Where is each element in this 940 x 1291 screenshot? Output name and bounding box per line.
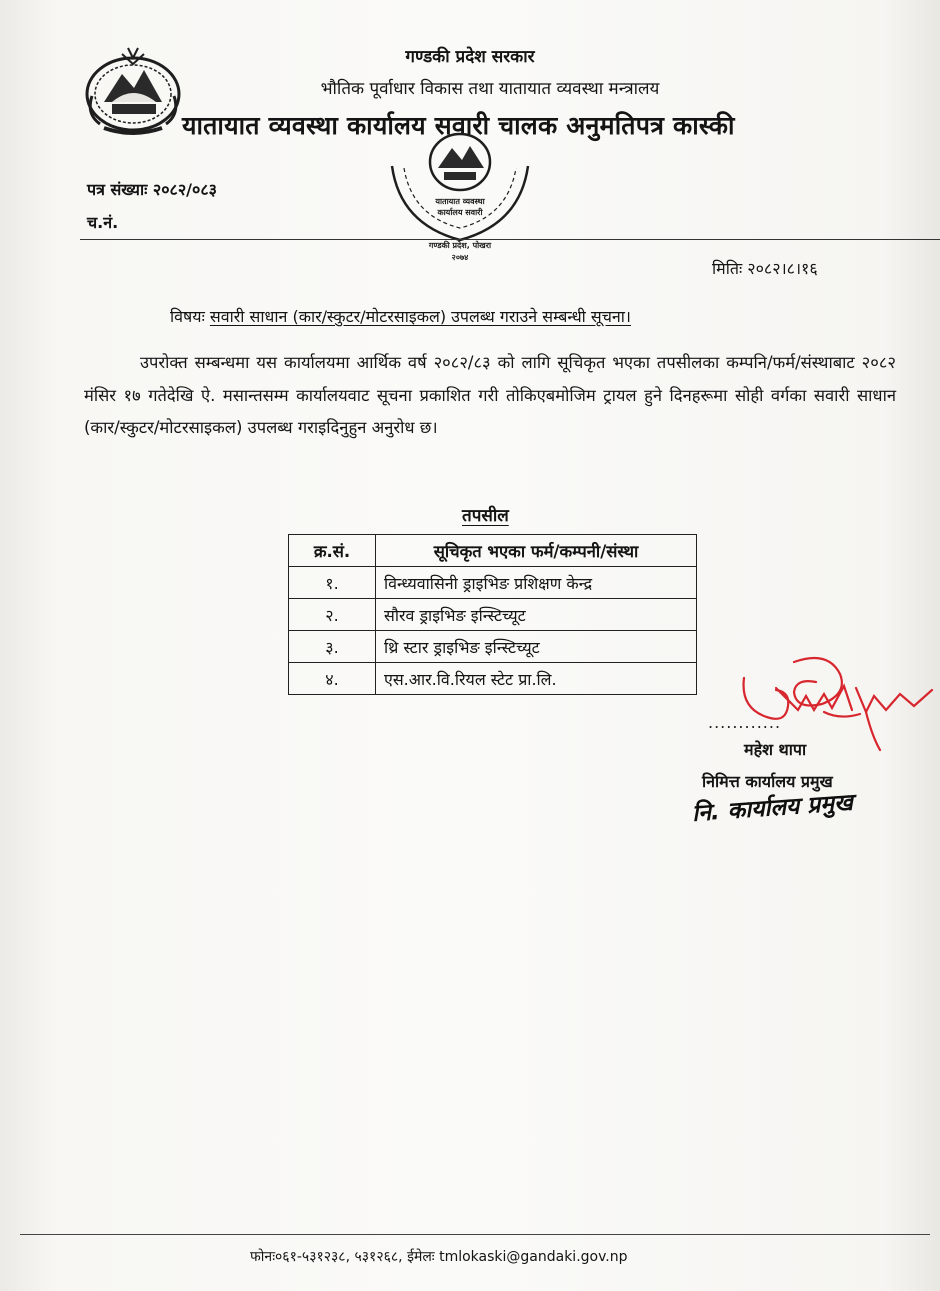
table-header-row	[289, 535, 697, 567]
subject-label: विषयः	[170, 307, 205, 326]
letter-date: मितिः २०८२।८।१६	[712, 259, 818, 278]
table-title: तपसील	[462, 506, 509, 526]
body-paragraph: उपरोक्त सम्बन्धमा यस कार्यालयमा आर्थिक वर्ष २०८२/८३ को लागि सूचिकृत भएका तपसीलका कम्पनि/फर्म/संस्थाबाट २०८२ मंसिर १७ गतेदेखि ऐ. मसान्तसम्म कार्यालयवाट सूचना प्रकाशित गरी तोकिएबमोजिम ट्रायल हुने दिनहरूमा सोही वर्गका सवारी साधान (कार/स्कुटर/मोटरसाइकल) उपलब्ध गराइदिनुहुन अनुरोध छ।	[84, 353, 896, 437]
row-serial: १.	[289, 567, 376, 599]
signature-dotted-line: ............	[708, 713, 782, 732]
office-seal	[374, 128, 546, 268]
subject-line	[170, 305, 631, 327]
row-firm-name: थ्रि स्टार ड्राइभिङ इन्स्टिच्यूट	[376, 631, 697, 663]
header-line-1: गण्डकी प्रदेश सरकार	[405, 47, 535, 67]
row-serial: २.	[289, 599, 376, 631]
table-row	[289, 599, 697, 631]
letter-reference-number: पत्र संख्याः २०८२/०८३	[87, 180, 217, 199]
footer-divider	[20, 1234, 930, 1235]
seal-year: २०७४	[451, 253, 469, 262]
table-row	[289, 631, 697, 663]
firm-list-table	[288, 534, 697, 695]
row-firm-name: सौरव ड्राइभिङ इन्स्टिच्यूट	[376, 599, 697, 631]
seal-text-line-3: गण्डकी प्रदेश, पोखरा	[428, 241, 492, 250]
header-divider	[80, 239, 940, 240]
header-office-name: यातायात व्यवस्था कार्यालय सवारी चालक अनुमतिपत्र कास्की	[182, 111, 735, 140]
seal-text-line-1: यातायात व्यवस्था	[435, 197, 485, 206]
office-chief-stamp: नि. कार्यालय प्रमुख	[691, 789, 854, 827]
table-row	[289, 663, 697, 695]
subject-text: सवारी साधान (कार/स्कुटर/मोटरसाइकल) उपलब्ध गराउने सम्बन्धी सूचना।	[209, 307, 631, 326]
footer-contact: फोनः०६१-५३१२३८, ५३१२६८, ईमेलः tmlokaski@gandaki.gov.np	[250, 1249, 628, 1265]
dispatch-number: च.नं.	[87, 213, 119, 232]
row-serial: ४.	[289, 663, 376, 695]
row-serial: ३.	[289, 631, 376, 663]
column-header-firm: सूचिकृत भएका फर्म/कम्पनी/संस्था	[376, 535, 697, 567]
table-row	[289, 567, 697, 599]
row-firm-name: एस.आर.वि.रियल स्टेट प्रा.लि.	[376, 663, 697, 695]
signatory-name: महेश थापा	[744, 740, 807, 759]
row-firm-name: विन्ध्यवासिनी ड्राइभिङ प्रशिक्षण केन्द्र	[376, 567, 697, 599]
column-header-serial: क्र.सं.	[289, 535, 376, 567]
seal-text-line-2: कार्यालय सवारी	[437, 208, 483, 217]
nepal-emblem-logo	[82, 44, 184, 136]
signatory-post: निमित्त कार्यालय प्रमुख	[702, 772, 833, 791]
header-line-2: भौतिक पूर्वाधार विकास तथा यातायात व्यवस्था मन्त्रालय	[320, 79, 660, 99]
